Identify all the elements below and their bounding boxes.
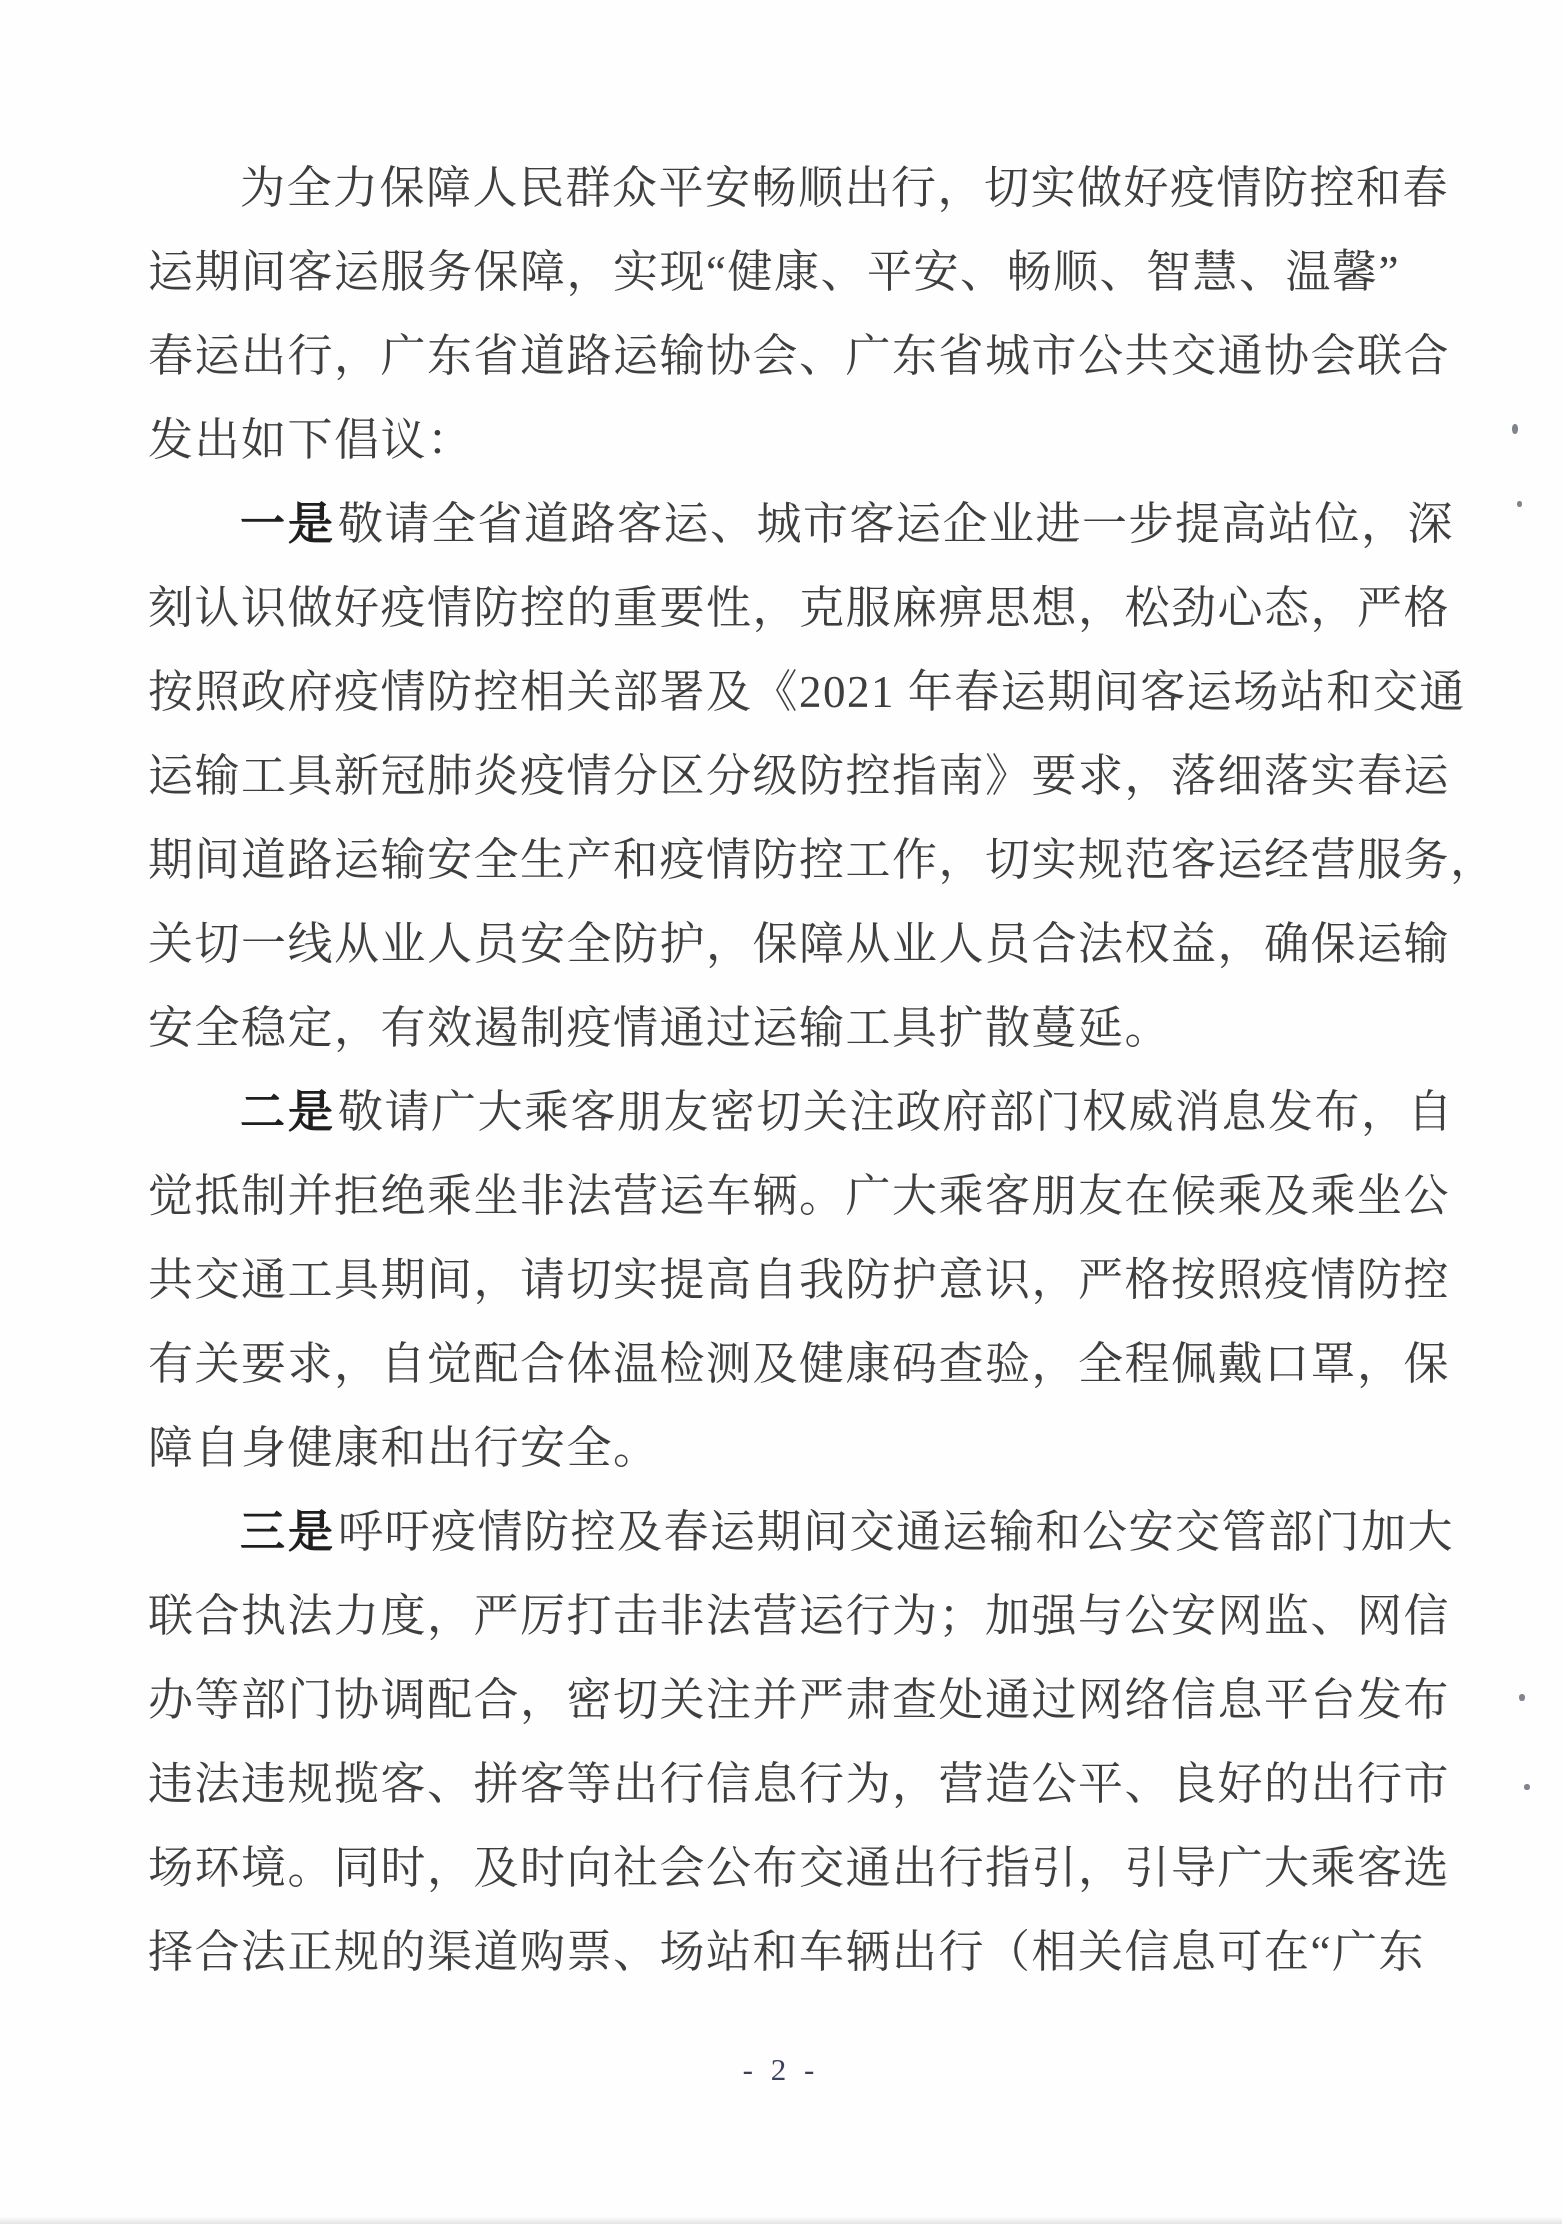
text-line: 择合法正规的渠道购票、场站和车辆出行（相关信息可在“广东	[148, 1927, 1425, 1977]
text-line: 障自身健康和出行安全。	[148, 1423, 660, 1473]
text-line: 办等部门协调配合，密切关注并严肃查处通过网络信息平台发布	[148, 1675, 1451, 1725]
text-line: 共交通工具期间，请切实提高自我防护意识，严格按照疫情防控	[148, 1255, 1451, 1305]
text-line: 三是呼吁疫情防控及春运期间交通运输和公安交管部门加大	[240, 1506, 1455, 1557]
bold-ordinal-label: 二是	[240, 1086, 337, 1137]
text-line: 为全力保障人民群众平安畅顺出行，切实做好疫情防控和春	[240, 163, 1450, 213]
page-number: - 2 -	[742, 2052, 820, 2087]
text-line: 觉抵制并拒绝乘坐非法营运车辆。广大乘客朋友在候乘及乘坐公	[148, 1171, 1451, 1221]
scan-speck	[1524, 1784, 1530, 1790]
text-line: 按照政府疫情防控相关部署及《2021 年春运期间客运场站和交通	[148, 667, 1466, 717]
text-line: 一是敬请全省道路客运、城市客运企业进一步提高站位，深	[240, 498, 1455, 549]
text-line: 期间道路运输安全生产和疫情防控工作，切实规范客运经营服务，	[148, 835, 1497, 885]
bold-ordinal-label: 三是	[240, 1506, 337, 1557]
text-line: 关切一线从业人员安全防护，保障从业人员合法权益，确保运输	[148, 919, 1451, 969]
scan-edge-shadow	[0, 2217, 1562, 2224]
text-line: 刻认识做好疫情防控的重要性，克服麻痹思想，松劲心态，严格	[148, 583, 1451, 633]
text-line: 有关要求，自觉配合体温检测及健康码查验，全程佩戴口罩，保	[148, 1339, 1451, 1389]
text-line: 违法违规揽客、拼客等出行信息行为，营造公平、良好的出行市	[148, 1759, 1451, 1809]
scan-speck	[1512, 424, 1518, 434]
scan-speck	[1519, 1694, 1525, 1701]
scan-speck	[1517, 501, 1522, 507]
text-line: 发出如下倡议：	[148, 415, 474, 465]
text-line: 运期间客运服务保障，实现“健康、平安、畅顺、智慧、温馨”	[148, 247, 1400, 297]
text-line: 二是敬请广大乘客朋友密切关注政府部门权威消息发布，自	[240, 1086, 1455, 1137]
bold-ordinal-label: 一是	[240, 498, 337, 549]
text-line: 场环境。同时，及时向社会公布交通出行指引，引导广大乘客选	[148, 1843, 1451, 1893]
text-line: 安全稳定，有效遏制疫情通过运输工具扩散蔓延。	[148, 1003, 1172, 1053]
document-body	[148, 146, 1497, 1994]
text-line: 运输工具新冠肺炎疫情分区分级防控指南》要求，落细落实春运	[148, 751, 1451, 801]
text-line: 春运出行，广东省道路运输协会、广东省城市公共交通协会联合	[148, 331, 1451, 381]
text-line: 联合执法力度，严厉打击非法营运行为；加强与公安网监、网信	[148, 1591, 1451, 1641]
